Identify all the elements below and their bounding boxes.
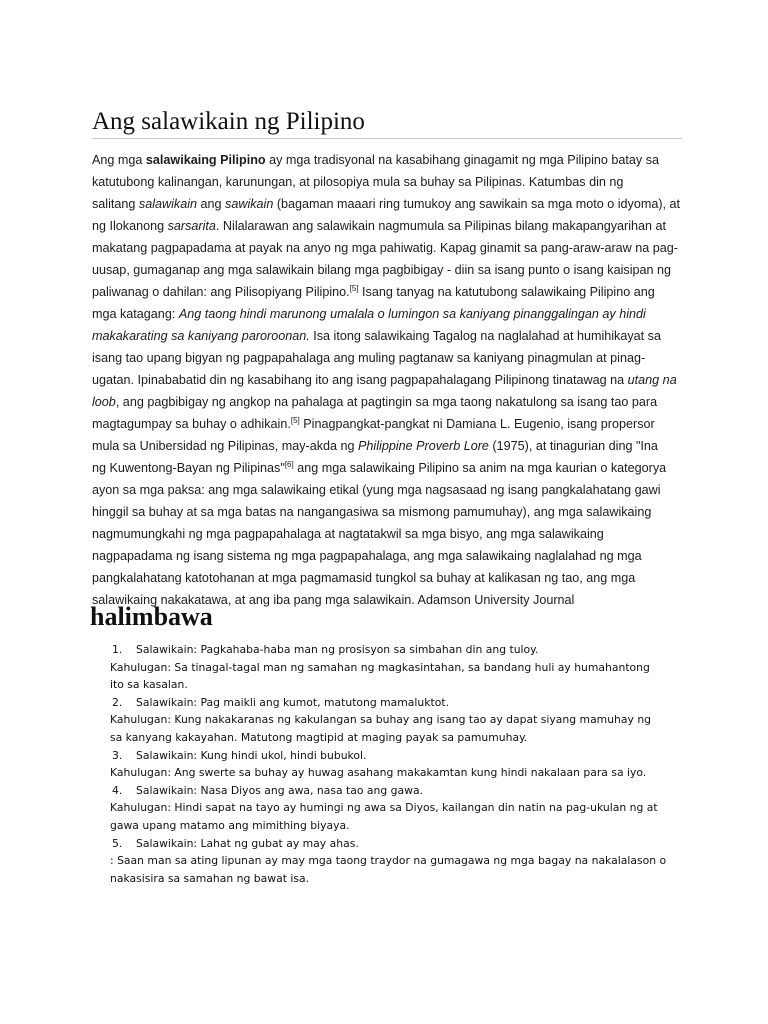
- paragraph-line: [92, 281, 688, 303]
- page-title: Ang salawikain ng Pilipino: [92, 108, 682, 139]
- example-salawikain: [110, 694, 690, 712]
- text: ay mga tradisyonal na kasabihang ginagamit ng mga Pilipino batay sa: [265, 153, 660, 167]
- text: (bagaman maaari ring tumukoy ang sawikain sa mga moto o idyoma), at: [273, 197, 681, 211]
- paragraph-line: [92, 193, 688, 215]
- paragraph-line: hinggil sa buhay at sa mga batas na nangangasiwa sa mismong pamumuhay), ang mga salawikaing: [92, 505, 652, 519]
- italic-term: sawikain: [225, 197, 274, 211]
- paragraph-line: [92, 413, 688, 435]
- paragraph-line: [92, 457, 688, 479]
- text: Isa itong salawikaing Tagalog na naglalahad at humihikayat sa: [309, 329, 661, 343]
- list-number: 4.: [112, 783, 123, 797]
- text: , ang pagbibigay ng angkop na pahalaga at pagtingin sa mga taong nakatulong sa isang tao para: [115, 395, 658, 409]
- paragraph-line: [92, 391, 688, 413]
- text: . Nilalarawan ang salawikain nagmumula sa Pilipinas bilang makapangyarihan at: [215, 219, 667, 233]
- text: ang mga salawikaing Pilipino sa anim na mga kaurian o kategorya: [293, 461, 667, 475]
- italic-quote: makakarating sa kaniyang paroroonan.: [92, 329, 310, 343]
- italic-term: utang na: [627, 373, 677, 387]
- text: mula sa Unibersidad ng Pilipinas, may-akda ng: [92, 439, 359, 453]
- paragraph-line: [92, 303, 688, 325]
- paragraph-line: [92, 215, 688, 237]
- text: ang: [197, 197, 226, 211]
- salawikain-text: Salawikain: Lahat ng gubat ay may ahas.: [136, 836, 359, 850]
- example-salawikain: [110, 835, 690, 853]
- example-salawikain: [110, 747, 690, 765]
- italic-book-title: Philippine Proverb Lore: [358, 439, 489, 453]
- paragraph-line: pangkalahatang katotohanan at mga pagmamasid tungkol sa buhay at kalikasan ng tao, ang mga: [92, 571, 636, 585]
- list-number: 1.: [112, 643, 123, 656]
- italic-term: salawikain: [138, 197, 198, 211]
- salawikain-text: Salawikain: Pag maikli ang kumot, matutong mamaluktot.: [136, 695, 450, 709]
- paragraph-line: [92, 325, 688, 347]
- example-salawikain: [110, 782, 690, 800]
- paragraph-line: nagmumungkahi ng mga pagpapahalaga at nagtatakwil sa mga bisyo, ang mga salawikaing: [92, 527, 604, 541]
- example-kahulugan: Kahulugan: Kung nakakaranas ng kakulangan sa buhay ang isang tao ay dapat siyang mamuhay ng: [110, 713, 652, 727]
- text: mga katagang:: [92, 307, 179, 321]
- paragraph-line: [92, 149, 688, 171]
- paragraph-line: uusap, gumaganap ang mga salawikain bilang mga pagbibigay - diin sa isang punto o isang kaisipan ng: [92, 263, 672, 277]
- paragraph-line: ayon sa mga paksa: ang mga salawikaing etikal (yung mga nagsasaad ng isang pangkalahatang gawi: [92, 483, 661, 497]
- salawikain-text: Salawikain: Nasa Diyos ang awa, nasa tao ang gawa.: [136, 783, 424, 797]
- italic-quote: Ang taong hindi marunong umalala o lumingon sa kaniyang pinanggalingan ay hindi: [178, 307, 646, 321]
- text: ugatan. Ipinababatid din ng kasabihang ito ang isang pagpapahalagang Pilipinong tinatawag na: [92, 373, 628, 387]
- paragraph-line: [92, 369, 688, 391]
- salawikain-text: Salawikain: Pagkahaba-haba man ng prosisyon sa simbahan din ang tuloy.: [136, 643, 539, 656]
- section-heading: halimbawa: [90, 602, 213, 631]
- text: (1975), at tinagurian ding "Ina: [488, 439, 658, 453]
- example-kahulugan: sa kanyang kakayahan. Matutong magtipid at maging payak sa pamumuhay.: [110, 730, 528, 744]
- example-kahulugan: Kahulugan: Ang swerte sa buhay ay huwag asahang makakamtan kung hindi nakalaan para sa iyo.: [110, 766, 647, 780]
- example-kahulugan: : Saan man sa ating lipunan ay may mga taong traydor na gumagawa ng mga bagay na nakalalason o: [110, 854, 667, 868]
- citation-ref: [6]: [284, 459, 294, 469]
- paragraph-line: isang tao upang bigyan ng pagpapahalaga ang muling pagtanaw sa kaniyang pinagmulan at pinag-: [92, 351, 646, 365]
- example-kahulugan: nakasisira sa samahan ng bawat isa.: [110, 871, 310, 885]
- intro-paragraph: [92, 149, 688, 611]
- salawikain-text: Salawikain: Kung hindi ukol, hindi bubukol.: [136, 748, 367, 762]
- example-kahulugan: Kahulugan: Sa tinagal-tagal man ng samahan ng magkasintahan, sa bandang huli ay humahantong: [110, 660, 650, 674]
- text: Pinagpangkat-pangkat ni Damiana L. Eugenio, isang propersor: [299, 417, 655, 431]
- paragraph-line: nagpapadama ng isang sistema ng mga pagpapahalaga, ang mga salawikaing naglalahad ng mga: [92, 549, 642, 563]
- list-number: 3.: [112, 748, 123, 762]
- text: ng Ilokanong: [92, 219, 168, 233]
- list-number: 2.: [112, 695, 123, 709]
- italic-term: sarsarita: [167, 219, 216, 233]
- example-kahulugan: gawa upang matamo ang mimithing biyaya.: [110, 818, 350, 832]
- paragraph-line: makatang pagpapadama at payak na anyo ng mga pahiwatig. Kapag ginamit sa pang-araw-araw na pag-: [92, 241, 678, 255]
- citation-ref: [5]: [290, 415, 300, 425]
- text: ng Kuwentong-Bayan ng Pilipinas": [92, 461, 285, 475]
- paragraph-line: salawikaing nakakatawa, at ang iba pang mga salawikain. Adamson University Journal: [92, 593, 575, 607]
- text: salitang: [92, 197, 139, 211]
- bold-term: salawikaing Pilipino: [145, 153, 266, 167]
- italic-term: loob: [92, 395, 116, 409]
- example-kahulugan: Kahulugan: Hindi sapat na tayo ay humingi ng awa sa Diyos, kailangan din natin na pag-ukulan ng at: [110, 801, 658, 815]
- paragraph-line: [92, 435, 688, 457]
- list-number: 5.: [112, 836, 123, 850]
- examples-list: [110, 641, 690, 887]
- text: Ang mga: [92, 153, 146, 167]
- text: magtagumpay sa buhay o adhikain.: [92, 417, 291, 431]
- text: paliwanag o dahilan: ang Pilisopiyang Pilipino.: [92, 285, 350, 299]
- example-salawikain: [110, 641, 690, 659]
- text: Isang tanyag na katutubong salawikaing Pilipino ang: [358, 285, 655, 299]
- example-kahulugan: ito sa kasalan.: [110, 678, 188, 692]
- paragraph-line: katutubong kalinangan, karunungan, at pilosopiya mula sa buhay sa Pilipinas. Katumbas din ng: [92, 175, 624, 189]
- citation-ref: [5]: [349, 283, 359, 293]
